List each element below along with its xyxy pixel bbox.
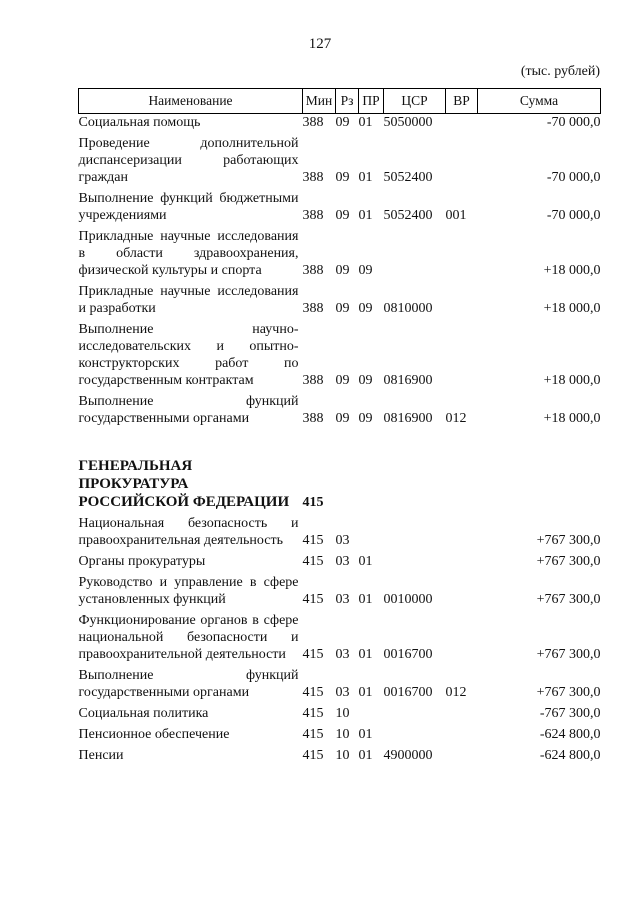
table-header-row [79, 89, 601, 114]
row-min: 388 [302, 411, 324, 426]
row-rz: 09 [335, 115, 350, 130]
org-name: ГЕНЕРАЛЬНАЯ ПРОКУРАТУРА РОССИЙСКОЙ ФЕДЕРАЦИИ [78, 458, 290, 510]
row-csr: 0816900 [383, 411, 433, 426]
table-row [79, 393, 601, 431]
table-row [79, 515, 601, 553]
row-pr: 01 [358, 170, 373, 185]
row-vr [446, 726, 478, 747]
row-sum: -70 000,0 [546, 170, 601, 185]
row-min: 415 [302, 748, 324, 763]
table-row [79, 190, 601, 228]
row-vr [446, 283, 478, 321]
table-row [79, 747, 601, 768]
row-min: 415 [302, 685, 324, 700]
row-csr: 0016700 [383, 685, 433, 700]
row-rz: 09 [335, 208, 350, 223]
row-csr [384, 705, 446, 726]
row-vr [446, 612, 478, 667]
header-sum: Сумма [478, 89, 601, 114]
row-rz: 09 [335, 170, 350, 185]
row-vr [446, 747, 478, 768]
table-row [79, 135, 601, 190]
row-name: Национальная безопасность и правоохранительная деятельность [78, 516, 299, 548]
row-rz: 10 [335, 727, 350, 742]
row-rz: 09 [335, 263, 350, 278]
row-vr [446, 228, 478, 283]
org-row [79, 457, 601, 515]
row-rz: 03 [335, 533, 350, 548]
row-min: 388 [302, 373, 324, 388]
header-rz: Рз [336, 89, 359, 114]
row-name: Выполнение функций государственными органами [78, 394, 299, 426]
row-csr: 0810000 [383, 301, 433, 316]
row-name: Выполнение функций бюджетными учреждениями [78, 191, 299, 223]
row-name: Органы прокуратуры [78, 554, 206, 569]
row-min: 388 [302, 208, 324, 223]
row-sum: +18 000,0 [543, 301, 601, 316]
row-pr: 09 [358, 373, 373, 388]
budget-table [78, 88, 601, 768]
row-sum: -624 800,0 [539, 727, 601, 742]
row-csr: 0010000 [383, 592, 433, 607]
row-rz: 03 [335, 647, 350, 662]
row-rz: 03 [335, 554, 350, 569]
row-vr [446, 553, 478, 574]
row-sum: -70 000,0 [546, 208, 601, 223]
row-vr [446, 321, 478, 393]
row-sum: +767 300,0 [536, 647, 601, 662]
row-vr: 012 [445, 685, 467, 700]
row-sum: +18 000,0 [543, 263, 601, 278]
header-pr: ПР [359, 89, 384, 114]
row-sum: -70 000,0 [546, 115, 601, 130]
table-row [79, 114, 601, 136]
row-vr [446, 705, 478, 726]
row-csr [384, 726, 446, 747]
row-sum: +767 300,0 [536, 554, 601, 569]
row-name: Функционирование органов в сфере национальной безопасности и правоохранительной деятельности [78, 613, 299, 662]
row-pr: 01 [358, 115, 373, 130]
row-min: 415 [302, 647, 324, 662]
row-name: Руководство и управление в сфере установленных функций [78, 575, 299, 607]
row-pr: 01 [358, 727, 373, 742]
row-pr: 09 [358, 411, 373, 426]
row-sum: +767 300,0 [536, 685, 601, 700]
row-min: 388 [302, 170, 324, 185]
row-vr [446, 135, 478, 190]
row-vr: 001 [445, 208, 467, 223]
org-code: 415 [302, 495, 324, 510]
row-min: 415 [302, 592, 324, 607]
row-csr: 5052400 [383, 170, 433, 185]
row-pr: 09 [358, 263, 373, 278]
row-rz: 03 [335, 685, 350, 700]
row-min: 415 [302, 727, 324, 742]
row-min: 388 [302, 263, 324, 278]
row-csr [384, 553, 446, 574]
header-vr: ВР [446, 89, 478, 114]
row-min: 415 [302, 533, 324, 548]
row-sum: +18 000,0 [543, 411, 601, 426]
row-rz: 10 [335, 748, 350, 763]
row-min: 415 [302, 554, 324, 569]
row-csr [384, 515, 446, 553]
row-pr: 01 [358, 592, 373, 607]
table-row [79, 321, 601, 393]
table-row [79, 553, 601, 574]
row-pr: 01 [358, 647, 373, 662]
row-sum: -624 800,0 [539, 748, 601, 763]
table-row [79, 612, 601, 667]
row-rz: 09 [335, 373, 350, 388]
row-name: Выполнение научно-исследовательских и опытно-конструкторских работ по государственным контрактам [78, 322, 299, 388]
row-pr [359, 515, 384, 553]
row-vr [446, 114, 478, 136]
row-sum: -767 300,0 [539, 706, 601, 721]
table-row [79, 574, 601, 612]
row-sum: +767 300,0 [536, 533, 601, 548]
row-name: Пенсии [78, 748, 124, 763]
row-name: Выполнение функций государственными органами [78, 668, 299, 700]
row-rz: 09 [335, 301, 350, 316]
row-pr [359, 705, 384, 726]
row-sum: +18 000,0 [543, 373, 601, 388]
row-pr: 01 [358, 554, 373, 569]
row-name: Прикладные научные исследования в области здравоохранения, физической культуры и спорта [78, 229, 299, 278]
header-name: Наименование [79, 89, 303, 114]
row-csr [384, 228, 446, 283]
section-spacer [79, 431, 601, 457]
row-csr: 0016700 [383, 647, 433, 662]
row-pr: 09 [358, 301, 373, 316]
header-csr: ЦСР [384, 89, 446, 114]
units-label: (тыс. рублей) [520, 64, 600, 79]
row-name: Пенсионное обеспечение [78, 727, 230, 742]
row-rz: 10 [335, 706, 350, 721]
row-min: 415 [302, 706, 324, 721]
table-row [79, 283, 601, 321]
table-row [79, 667, 601, 705]
row-csr: 4900000 [383, 748, 433, 763]
row-name: Проведение дополнительной диспансеризации работающих граждан [78, 136, 299, 185]
row-rz: 09 [335, 411, 350, 426]
row-vr: 012 [445, 411, 467, 426]
row-name: Социальная политика [78, 706, 209, 721]
row-min: 388 [302, 301, 324, 316]
page-number: 127 [308, 36, 332, 52]
row-vr [446, 515, 478, 553]
row-csr: 5050000 [383, 115, 433, 130]
row-sum: +767 300,0 [536, 592, 601, 607]
row-pr: 01 [358, 685, 373, 700]
row-min: 388 [302, 115, 324, 130]
row-pr: 01 [358, 748, 373, 763]
row-vr [446, 574, 478, 612]
row-name: Прикладные научные исследования и разработки [78, 284, 299, 316]
table-row [79, 228, 601, 283]
header-min: Мин [303, 89, 336, 114]
table-row [79, 705, 601, 726]
row-name: Социальная помощь [78, 115, 201, 130]
row-csr: 5052400 [383, 208, 433, 223]
table-row [79, 726, 601, 747]
row-rz: 03 [335, 592, 350, 607]
row-pr: 01 [358, 208, 373, 223]
row-csr: 0816900 [383, 373, 433, 388]
